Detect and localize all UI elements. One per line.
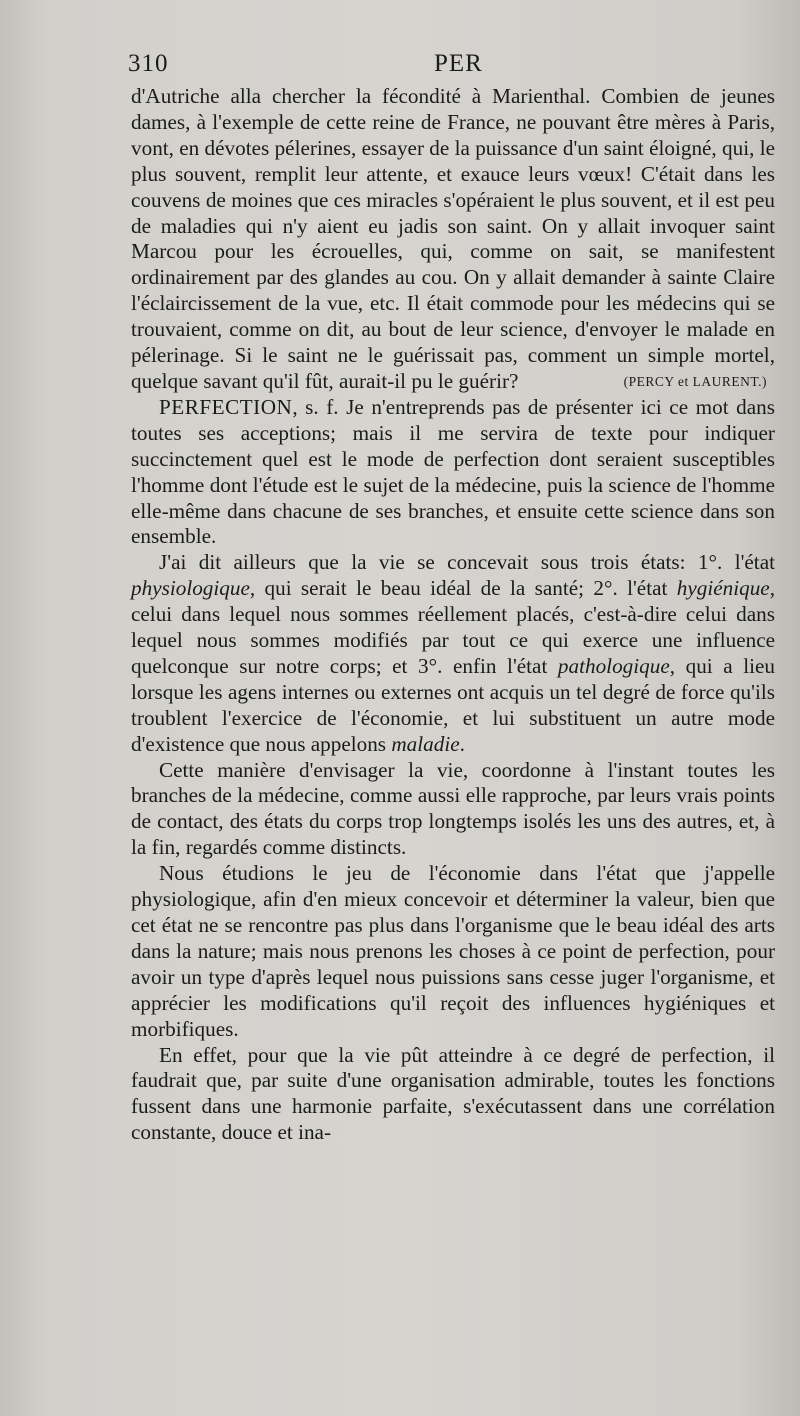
body-text: [131, 84, 775, 1146]
italic-term: maladie: [391, 731, 460, 756]
text-segment: , celui dans lequel nous sommes réellement placés, c'est-à-dire celui dans lequel nous sommes modifiés par tout ce qui exerce une influence quelconque sur notre corps; et 3°. enfin l'état: [131, 576, 775, 678]
author-signature: (PERCY et LAURENT.): [623, 373, 767, 389]
paragraph-perfection-entry: [131, 395, 775, 550]
italic-term: pathologique: [557, 653, 670, 678]
italic-term: physiologique: [131, 576, 250, 601]
page-number: 310: [128, 50, 169, 77]
entry-grammar: , s. f.: [292, 394, 339, 419]
paragraph-three-states: [131, 550, 775, 757]
italic-term: hygiénique: [676, 576, 770, 601]
paragraph-pilgrimage: d'Autriche alla chercher la fécondité à Marienthal. Combien de jeunes dames, à l'exemple de cette reine de France, ne pouvant être mères à Paris, vont, en dévotes pélerines, essayer de la puissance d'un saint éloigné, qui, le plus souvent, remplit leur attente, et exauce leurs vœux! C'était dans les couvens de moines que ces miracles s'opéraient le plus souvent, et il est peu de maladies qui n'y aient eu jadis son saint. On y allait invoquer saint Marcou pour les écrouelles, qui, comme on sait, se manifestent ordinairement par des glandes au cou. On y allait demander à sainte Claire l'éclaircissement de la vue, etc. Il était commode pour les médecins qui se trouvaient, comme on dit, au bout de leur science, d'envoyer le malade en pélerinage. Si le saint ne le guérissait pas, comment un simple mortel, quelque savant qu'il fût, aurait-il pu le guérir?: [131, 84, 775, 393]
paragraph-envisioning-life: Cette manière d'envisager la vie, coordonne à l'instant toutes les branches de la médecine, comme aussi elle rapproche, par leurs vrais points de contact, des états du corps trop longtemps isolés les uns des autres, et, à la fin, regardés comme distincts.: [131, 757, 775, 860]
paragraph-physiological-state: Nous étudions le jeu de l'économie dans l'état que j'appelle physiologique, afin d'en mieux concevoir et déterminer la valeur, bien que cet état ne se rencontre pas plus dans l'organisme que le beau idéal des arts dans la nature; mais nous prenons les choses à ce point de perfection, pour avoir un type d'après lequel nous puissions sans cesse juger l'organisme, et apprécier les modifications qu'il reçoit des influences hygiéniques et morbifiques.: [131, 861, 775, 1041]
running-head: PER: [434, 50, 483, 77]
entry-text: Je n'entreprends pas de présenter ici ce mot dans toutes ses acceptions; mais il me servira de texte pour indiquer succinctement quel est le mode de perfection dont seraient susceptibles l'homme dont l'étude est le sujet de la médecine, puis la science de l'homme elle-même dans chacune de ses branches, et ensuite cette science dans son ensemble.: [131, 394, 775, 549]
text-segment: , qui a lieu lorsque les agens internes ou externes ont acquis un tel degré de force qu'ils troublent l'exercice de l'économie, et lui substituent un autre mode d'existence que nous appelons: [131, 653, 776, 756]
page-header: [128, 50, 772, 84]
text-segment: , qui serait le beau idéal de la santé; 2°. l'état: [249, 576, 677, 601]
text-segment: .: [459, 731, 465, 756]
paragraph-in-effect: En effet, pour que la vie pût atteindre à ce degré de perfection, il faudrait que, par suite d'une organisation admirable, toutes les fonctions fussent dans une harmonie parfaite, s'exécutassent dans une corrélation constante, douce et ina-: [131, 1042, 775, 1145]
entry-headword: PERFECTION: [159, 394, 293, 419]
text-segment: J'ai dit ailleurs que la vie se concevait sous trois états: 1°. l'état: [159, 550, 775, 575]
